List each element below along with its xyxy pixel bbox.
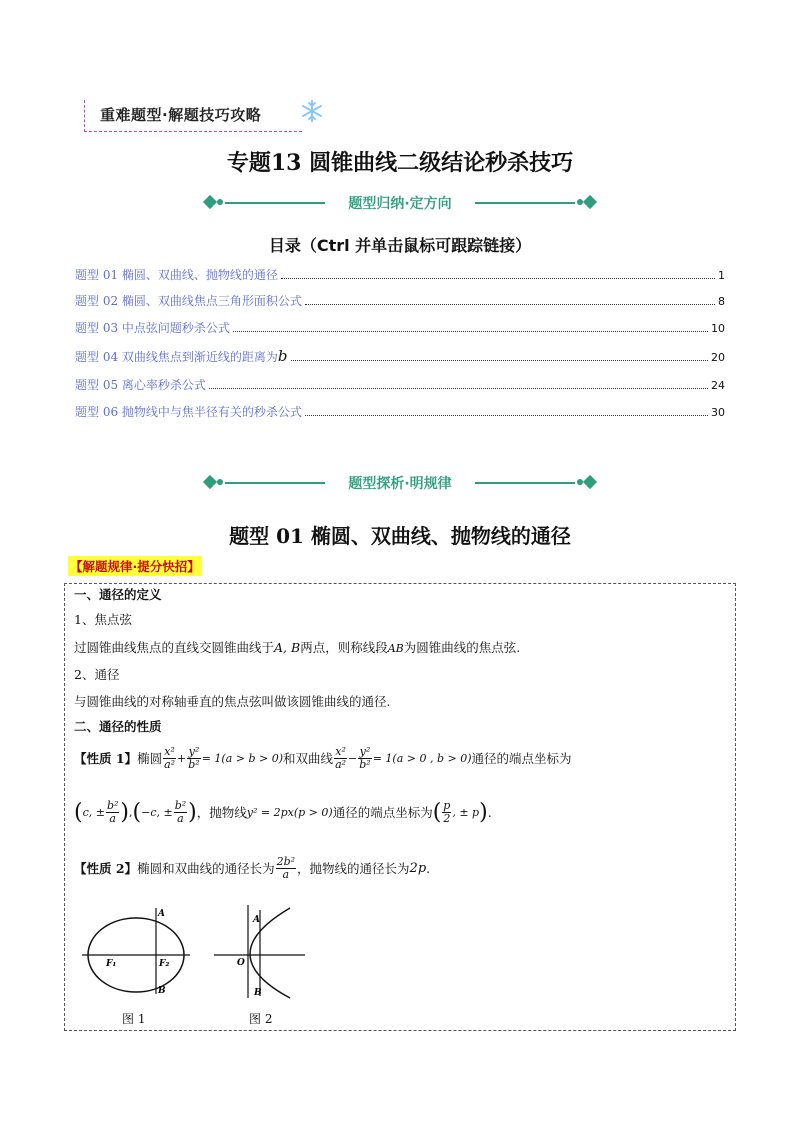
toc-item-label: 题型 03 中点弦问题秒杀公式 bbox=[75, 321, 230, 335]
banner-underline bbox=[84, 131, 302, 132]
divider-label: 题型归纳·定方向 bbox=[348, 196, 452, 212]
toc-item-page: 20 bbox=[711, 351, 725, 364]
toc-item[interactable] bbox=[75, 376, 725, 394]
fig2-label-a: A bbox=[253, 915, 260, 925]
toc-item-var: b bbox=[277, 347, 288, 365]
fig1-label-f2: F₂ bbox=[159, 959, 170, 969]
fig1-label-f1: F₁ bbox=[106, 959, 117, 969]
property-1-line-1: 【性质 1】 椭圆 $\frac{\text{x²}}{\text{a²}}$ + $\frac{\text{y²}}{\text{b²}}$ = 1(a > b > 0) 和双曲线 $\frac{\text{x²}}{\text{a²}}$ − $\frac{\text{y²}}{\text{b²}}$ = 1(a > 0 , b > 0) 通径的端点坐标为 bbox=[74, 744, 572, 771]
page-title: 专题13 圆锥曲线二级结论秒杀技巧 bbox=[226, 150, 574, 176]
fig2-label-o: O bbox=[237, 958, 245, 968]
fig1-label-b: B bbox=[158, 986, 166, 996]
snowflake-icon bbox=[300, 99, 324, 123]
toc-item[interactable] bbox=[75, 319, 725, 337]
toc-item-page: 8 bbox=[718, 295, 725, 308]
toc-item-page: 24 bbox=[711, 379, 725, 392]
label-focal-chord: 1、焦点弦 bbox=[74, 612, 132, 627]
ellipse-figure bbox=[80, 900, 192, 998]
toc-item-page: 10 bbox=[711, 322, 725, 335]
toc-item[interactable] bbox=[75, 403, 725, 421]
property-2-line: 【性质 2】 椭圆和双曲线的通径长为 $\frac{\text{2b²}}{a}$ ，抛物线的通径长为 2p . bbox=[74, 854, 431, 881]
heading-definition: 一、通径的定义 bbox=[74, 587, 162, 602]
tips-tag: 【解题规律·提分快招】 bbox=[68, 556, 202, 576]
section-divider-2 bbox=[205, 473, 595, 493]
section-title: 题型 01 椭圆、双曲线、抛物线的通径 bbox=[229, 524, 571, 548]
series-banner: 重难题型·解题技巧攻略 bbox=[100, 106, 262, 124]
toc-item-label: 题型 06 抛物线中与焦半径有关的秒杀公式 bbox=[75, 405, 302, 419]
fig1-label-a: A bbox=[158, 909, 165, 919]
toc-item-label: 题型 02 椭圆、双曲线焦点三角形面积公式 bbox=[75, 294, 302, 308]
toc-item-page: 1 bbox=[718, 269, 725, 282]
focal-chord-text: 过圆锥曲线焦点的直线交圆锥曲线于A, B两点，则称线段AB为圆锥曲线的焦点弦. bbox=[74, 640, 521, 655]
divider-label: 题型探析·明规律 bbox=[348, 476, 452, 492]
toc-item-label: 题型 04 双曲线焦点到渐近线的距离为 bbox=[75, 350, 278, 364]
latus-rectum-text: 与圆锥曲线的对称轴垂直的焦点弦叫做该圆锥曲线的通径. bbox=[74, 694, 391, 709]
section-divider-1 bbox=[205, 193, 595, 213]
toc-item[interactable] bbox=[75, 266, 725, 284]
toc-item-page: 30 bbox=[711, 406, 725, 419]
toc-heading: 目录（Ctrl 并单击鼠标可跟踪链接） bbox=[268, 236, 532, 255]
banner-border bbox=[84, 100, 85, 132]
parabola-figure bbox=[210, 900, 310, 1000]
label-latus-rectum: 2、通径 bbox=[74, 667, 120, 682]
toc-item-label: 题型 05 离心率秒杀公式 bbox=[75, 378, 206, 392]
heading-properties: 二、通径的性质 bbox=[74, 719, 162, 734]
property-1-line-2: ( c, ± $\frac{\text{b²}}{a}$ ) , ( −c, ± $\frac{\text{b²}}{a}$ ) ，抛物线 y² = 2px(p > 0) 通径的端点坐标为 ( $\frac{p}{2}$ , ± p ) . bbox=[74, 798, 492, 825]
toc-item[interactable] bbox=[75, 292, 725, 310]
figure-2-caption: 图 2 bbox=[249, 1012, 273, 1026]
figure-1-caption: 图 1 bbox=[122, 1012, 146, 1026]
toc-item[interactable] bbox=[75, 347, 725, 365]
fig2-label-b: B bbox=[254, 988, 262, 998]
toc-item-label: 题型 01 椭圆、双曲线、抛物线的通径 bbox=[75, 268, 278, 282]
